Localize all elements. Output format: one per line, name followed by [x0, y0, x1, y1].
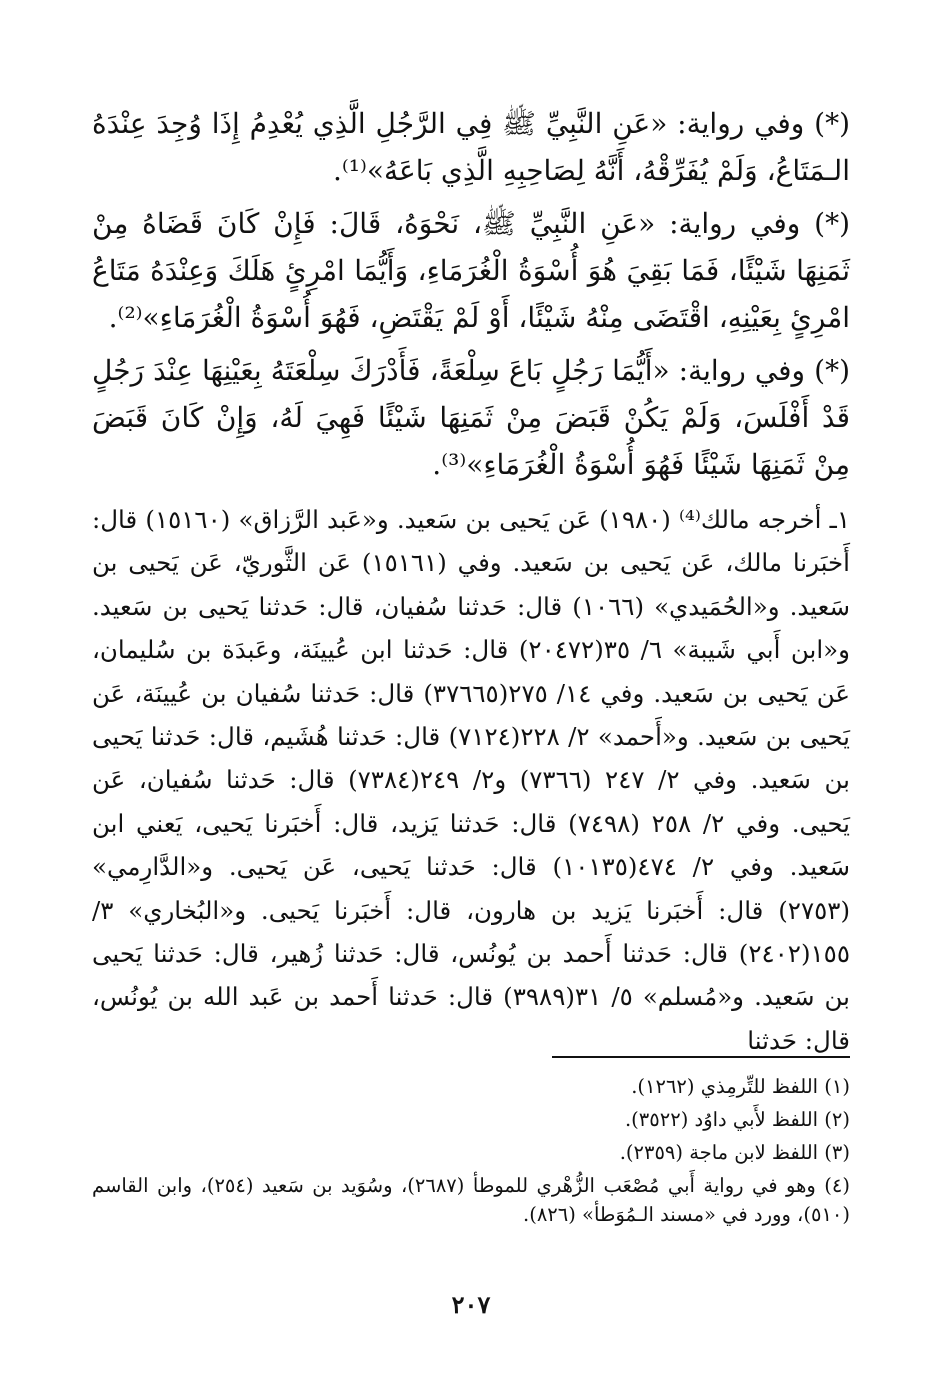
hadith-paragraph-3: (*) وفي رواية: «أَيُّمَا رَجُلٍ بَاعَ سِلْعَةً، فَأَدْرَكَ سِلْعَتَهُ بِعَيْنِهَا عِنْدَ رَجُلٍ قَدْ أَفْلَسَ، وَلَمْ يَكُنْ قَبَضَ مِنْ ثَمَنِهَا شَيْئًا فَهِيَ لَهُ، وَإِنْ كَانَ قَبَضَ مِنْ ثَمَنِهَا شَيْئًا فَهُوَ أُسْوَةُ الْغُرَمَاءِ»⁽³⁾.	[92, 354, 850, 481]
footnotes	[92, 1072, 850, 1233]
hadith-paragraph-2: (*) وفي رواية: «عَنِ النَّبِيِّ ﷺ، نَحْوَهُ، قَالَ: فَإِنْ كَانَ قَضَاهُ مِنْ ثَمَنِهَا شَيْئًا، فَمَا بَقِيَ هُوَ أُسْوَةُ الْغُرَمَاءِ، وَأَيُّمَا امْرِئٍ هَلَكَ وَعِنْدَهُ مَتَاعُ امْرِئٍ بِعَيْنِهِ، اقْتَضَى مِنْهُ شَيْئًا، أَوْ لَمْ يَقْتَضِ، فَهُوَ أُسْوَةُ الْغُرَمَاءِ»⁽²⁾.	[92, 207, 850, 334]
footnote-1: (١) اللفظ للتِّرمِذي (١٢٦٢).	[631, 1075, 850, 1098]
hadith-paragraph-1: (*) وفي رواية: «عَنِ النَّبِيِّ ﷺ فِي الرَّجُلِ الَّذِي يُعْدِمُ إِذَا وُجِدَ عِنْدَهُ الـمَتَاعُ، وَلَمْ يُفَرِّقْهُ، أَنَّهُ لِصَاحِبِهِ الَّذِي بَاعَهُ»⁽¹⁾.	[92, 107, 850, 187]
main-text	[92, 100, 850, 1068]
takhrij-paragraph: ١ـ أخرجه مالك⁽⁴⁾ (١٩٨٠) عَن يَحيى بن سَعيد. و«عَبد الرَّزاق» (١٥١٦٠) قال: أَخبَرنا مالك، عَن يَحيى بن سَعيد. وفي (١٥١٦١) عَن الثَّوريّ، عَن يَحيى بن سَعيد. و«الحُمَيدي» (١٠٦٦) قال: حَدثنا سُفيان، قال: حَدثنا يَحيى بن سَعيد. و«ابن أَبي شَيبة» ٦/ ٣٥(٢٠٤٧٢) قال: حَدثنا ابن عُيينَة، وعَبدَة بن سُليمان، عَن يَحيى بن سَعيد. وفي ١٤/ ٢٧٥(٣٧٦٦٥) قال: حَدثنا سُفيان بن عُيينَة، عَن يَحيى بن سَعيد. و«أَحمد» ٢/ ٢٢٨(٧١٢٤) قال: حَدثنا هُشَيم، قال: حَدثنا يَحيى بن سَعيد. وفي ٢/ ٢٤٧ (٧٣٦٦) و٢/ ٢٤٩(٧٣٨٤) قال: حَدثنا سُفيان، عَن يَحيى. وفي ٢/ ٢٥٨ (٧٤٩٨) قال: حَدثنا يَزيد، قال: أَخبَرنا يَحيى، يَعني ابن سَعيد. وفي ٢/ ٤٧٤(١٠١٣٥) قال: حَدثنا يَحيى، عَن يَحيى. و«الدَّارِمي» (٢٧٥٣) قال: أَخبَرنا يَزيد بن هارون، قال: أَخبَرنا يَحيى. و«البُخاري» ٣/ ١٥٥(٢٤٠٢) قال: حَدثنا أَحمد بن يُونُس، قال: حَدثنا زُهير، قال: حَدثنا يَحيى بن سَعيد. و«مُسلم» ٥/ ٣١(٣٩٨٩) قال: حَدثنا أَحمد بن عَبد الله بن يُونُس، قال: حَدثنا	[92, 505, 851, 1055]
page-number: ٢٠٧	[451, 1290, 491, 1319]
footnote-2: (٢) اللفظ لأَبي داوُد (٣٥٢٢).	[624, 1108, 850, 1131]
footnote-3: (٣) اللفظ لابن ماجة (٢٣٥٩).	[619, 1141, 850, 1164]
footnote-4: (٤) وهو في رواية أَبي مُصْعَب الزُّهْري للموطأ (٢٦٨٧)، وسُوَيد بن سَعيد (٢٥٤)، وابن القاسم (٥١٠)، وورد في «مسند الـمُوَطأ» (٨٢٦).	[92, 1174, 850, 1226]
footnote-separator	[552, 1056, 850, 1058]
